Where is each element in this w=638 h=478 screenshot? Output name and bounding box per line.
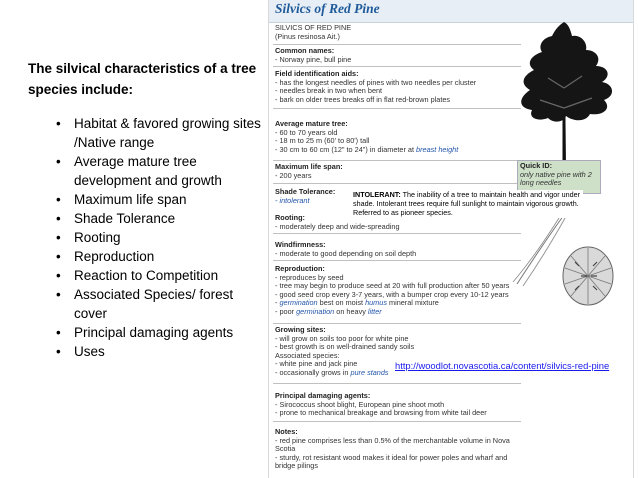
germination-link[interactable]: germination (279, 298, 318, 308)
section-line: - 60 to 70 years old (275, 127, 338, 137)
quick-id-line: long needles (520, 178, 562, 188)
list-item: • Average mature tree development and growth (56, 152, 263, 190)
silvics-document (268, 0, 634, 478)
section-line: - good seed crop every 3-7 years, with a bumper crop every 10-12 years (275, 289, 509, 299)
divider (273, 233, 521, 234)
divider (273, 383, 521, 384)
section-heading: Notes: (275, 427, 298, 436)
section-line: on heavy (334, 306, 368, 316)
source-link[interactable]: http://woodlot.novascotia.ca/content/silvics-red-pine (395, 360, 610, 371)
section-heading: Rooting: (275, 213, 305, 222)
section-line: - will grow on soils too poor for white pine (275, 333, 409, 343)
species-latin: (Pinus resinosa Ait.) (275, 31, 340, 41)
list-item: • Uses (56, 342, 263, 361)
section-line: Scotia (275, 444, 296, 454)
section-line: - sturdy, rot resistant wood makes it ideal for power poles and wharf and (275, 452, 508, 462)
divider (273, 108, 521, 109)
section-heading: Maximum life span: (275, 162, 343, 171)
divider (273, 44, 521, 45)
section-heading: Field identification aids: (275, 69, 359, 78)
quick-id-line: only native pine with 2 (520, 169, 592, 179)
section-heading: Growing sites: (275, 325, 326, 334)
section-line: - needles break in two when bent (275, 86, 383, 96)
species-name: SILVICS OF RED PINE (275, 23, 352, 32)
intolerant-callout (353, 190, 583, 218)
section-line: - 200 years (275, 170, 312, 180)
divider (273, 66, 521, 67)
section-line: - moderate to good depending on soil depth (275, 248, 417, 258)
humus-link[interactable]: humus (365, 298, 387, 308)
section-line: - has the longest needles of pines with two needles per cluster (275, 77, 477, 87)
divider (273, 323, 521, 324)
section-line: mineral mixture (386, 298, 439, 308)
callout-text: The inability of a tree to maintain health and vigor under shade. Intolerant trees require full sunlight to maintain vigorous growth. Referred to as pioneer species. (353, 190, 581, 218)
common-names-section (275, 47, 525, 64)
windfirmness-section (275, 241, 525, 258)
species-header (275, 24, 525, 41)
section-line: - 18 m to 25 m (60' to 80') tall (275, 136, 370, 146)
characteristics-list (28, 114, 263, 361)
divider (273, 421, 521, 422)
section-line: - bark on older trees breaks off in flat red-brown plates (275, 94, 451, 104)
document-title: Silvics of Red Pine (275, 1, 380, 16)
list-item: • Shade Tolerance (56, 209, 263, 228)
section-line: - best growth is on well-drained sandy soils (275, 342, 415, 352)
section-line: - (275, 298, 280, 308)
callout-label: INTOLERANT: (353, 190, 401, 199)
litter-link[interactable]: litter (367, 306, 382, 316)
section-heading: Shade Tolerance: (275, 187, 336, 196)
divider (273, 260, 521, 261)
divider (273, 183, 521, 184)
section-line: - moderately deep and wide-spreading (275, 221, 400, 231)
section-line: Associated species: (275, 350, 340, 360)
list-item: • Maximum life span (56, 190, 263, 209)
section-line: - 30 cm to 60 cm (12" to 24") in diameter at (275, 144, 417, 154)
section-line: - poor (275, 306, 297, 316)
section-line: - Sirococcus shoot blight, European pine shoot moth (275, 399, 445, 409)
list-item: • Associated Species/ forest cover (56, 285, 263, 323)
notes-section (275, 428, 525, 471)
section-line: - tree may begin to produce seed at 20 with full production after 50 years (275, 281, 510, 291)
section-line: - prone to mechanical breakage and browsing from white tail deer (275, 408, 487, 418)
section-line: - occasionally grows in (275, 367, 351, 377)
pure-stands-link[interactable]: pure stands (350, 367, 389, 377)
pine-tree-illustration (508, 18, 620, 168)
pine-cone-illustration (561, 244, 615, 308)
list-item: • Habitat & favored growing sites /Native range (56, 114, 263, 152)
field-id-section (275, 70, 525, 104)
breast-height-link[interactable]: breast height (416, 144, 459, 154)
section-line: bridge pilings (275, 461, 318, 471)
germination-link[interactable]: germination (296, 306, 335, 316)
max-life-section (275, 163, 525, 180)
list-item: • Rooting (56, 228, 263, 247)
section-heading: Reproduction: (275, 264, 325, 273)
slide-left-text (28, 58, 263, 361)
section-line: - Norway pine, bull pine (275, 54, 352, 64)
section-line: - red pine comprises less than 0.5% of the merchantable volume in Nova (275, 435, 510, 445)
quick-id-box (517, 160, 601, 194)
average-tree-section (275, 120, 525, 154)
section-heading: Common names: (275, 46, 335, 55)
list-item: • Reaction to Competition (56, 266, 263, 285)
section-heading: Windfirmness: (275, 240, 326, 249)
shade-value: - intolerant (275, 195, 310, 205)
damaging-agents-section (275, 392, 525, 418)
section-heading: Principal damaging agents: (275, 391, 371, 400)
intro-heading: The silvical characteristics of a tree species include: (28, 61, 257, 97)
list-item: • Principal damaging agents (56, 323, 263, 342)
quick-id-heading: Quick ID: (520, 161, 553, 170)
section-line: - white pine and jack pine (275, 359, 358, 369)
list-item: • Reproduction (56, 247, 263, 266)
section-line: best on moist (317, 298, 366, 308)
divider (273, 160, 521, 161)
section-line: - reproduces by seed (275, 272, 344, 282)
reproduction-section (275, 265, 525, 317)
section-heading: Average mature tree: (275, 119, 348, 128)
